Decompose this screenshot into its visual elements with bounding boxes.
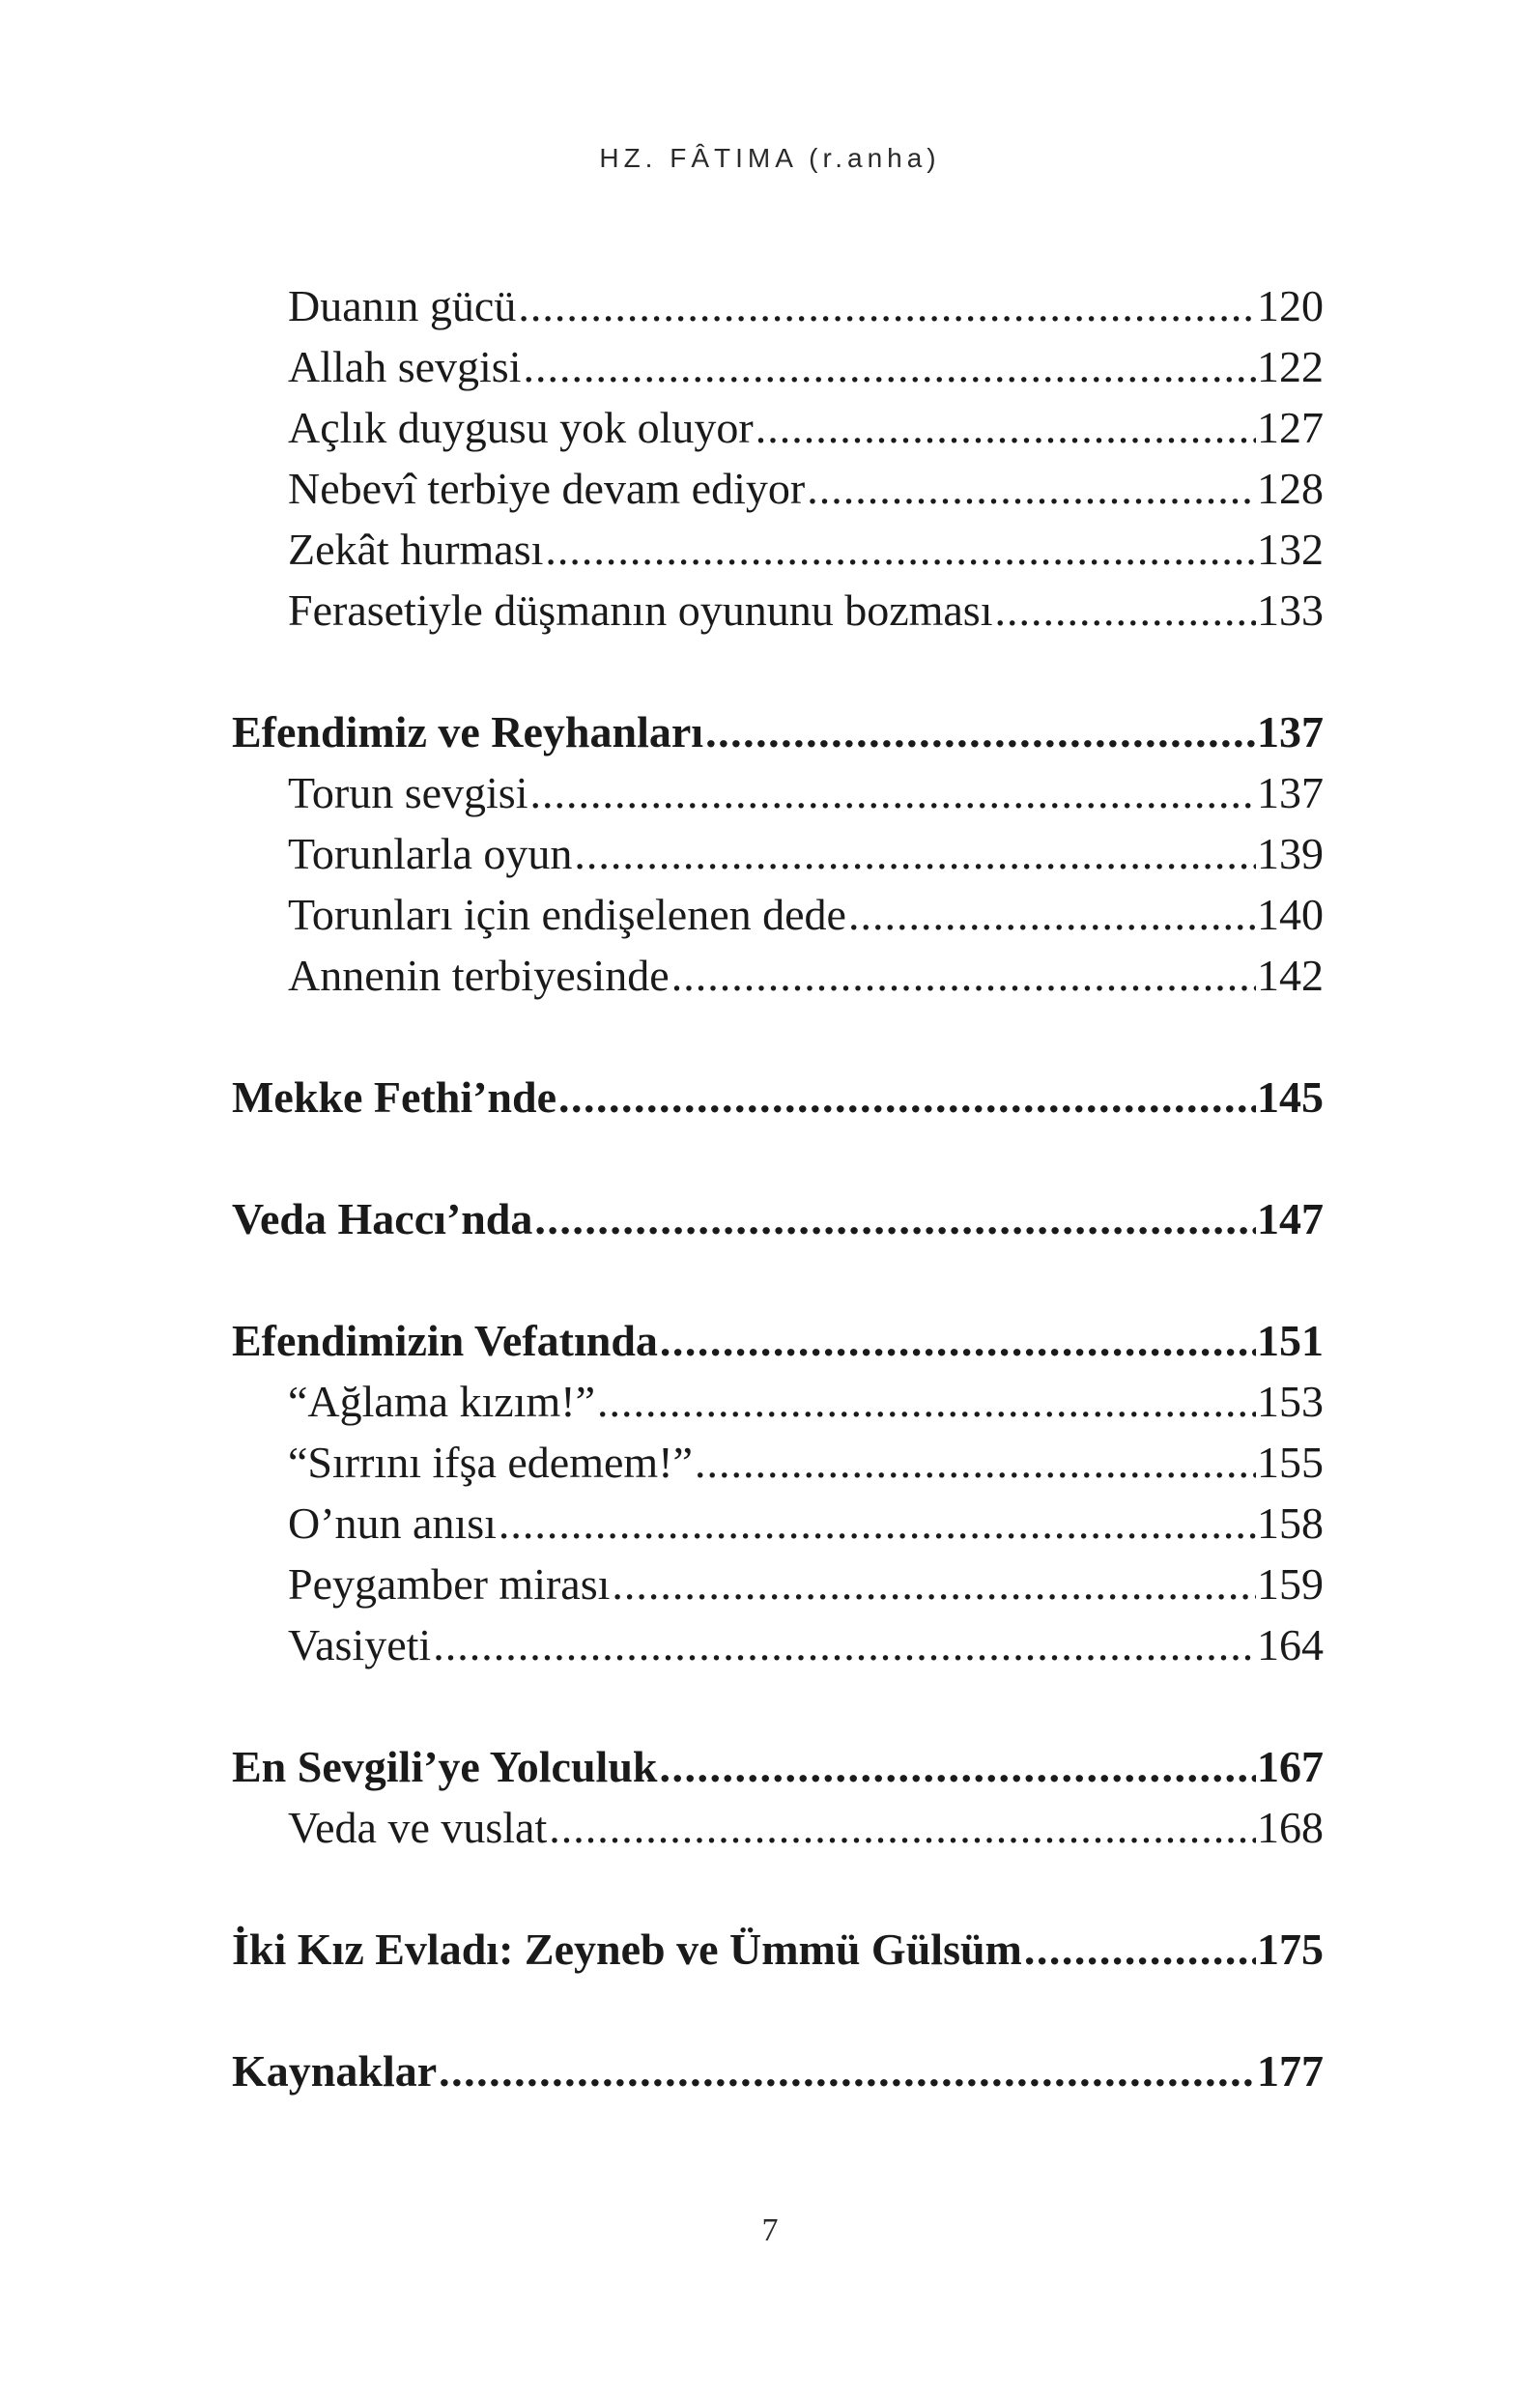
toc-entry xyxy=(232,275,1324,336)
toc-leader-dots xyxy=(528,762,1257,823)
toc-leader-dots xyxy=(431,1614,1256,1675)
toc-entry-page: 153 xyxy=(1257,1377,1324,1426)
toc-chapter-page: 147 xyxy=(1257,1194,1324,1243)
toc-entry xyxy=(232,336,1324,397)
toc-chapter xyxy=(232,1736,1324,1797)
toc-entry-page: 122 xyxy=(1257,342,1324,391)
toc-leader-dots xyxy=(658,1310,1256,1371)
toc-leader-dots xyxy=(556,1067,1256,1127)
toc-chapter xyxy=(232,1188,1324,1249)
running-header: HZ. FÂTIMA (r.anha) xyxy=(599,143,941,173)
toc-chapter-title: Efendimiz ve Reyhanları xyxy=(232,707,704,756)
toc-entry xyxy=(232,1554,1324,1614)
toc-entry-title: Annenin terbiyesinde xyxy=(288,951,670,1000)
toc-leader-dots xyxy=(670,945,1256,1006)
toc-entry xyxy=(232,458,1324,519)
toc-chapter-title: Kaynaklar xyxy=(232,2046,438,2096)
toc-leader-dots xyxy=(521,336,1256,397)
toc-entry xyxy=(232,1432,1324,1493)
toc-entry-title: O’nun anısı xyxy=(288,1498,497,1548)
toc-entry-page: 127 xyxy=(1257,403,1324,452)
toc-entry-page: 168 xyxy=(1257,1803,1324,1852)
toc-chapter xyxy=(232,1919,1324,1980)
toc-entry-title: Torunlarla oyun xyxy=(288,829,573,878)
toc-leader-dots xyxy=(532,1188,1256,1249)
toc-entry-title: Veda ve vuslat xyxy=(288,1803,548,1852)
toc-leader-dots xyxy=(497,1493,1256,1554)
toc-entry-title: “Ağlama kızım!” xyxy=(288,1377,596,1426)
page-number: 7 xyxy=(761,2212,779,2248)
toc-entry xyxy=(232,397,1324,458)
toc-entry-page: 133 xyxy=(1257,585,1324,635)
toc-chapter-page: 137 xyxy=(1257,707,1324,756)
toc-leader-dots xyxy=(572,823,1256,884)
toc-entry-page: 137 xyxy=(1257,768,1324,817)
toc-chapter xyxy=(232,1310,1324,1371)
toc-entry xyxy=(232,762,1324,823)
toc-leader-dots xyxy=(595,1371,1256,1432)
toc-entry xyxy=(232,1797,1324,1858)
toc-chapter-title: Mekke Fethi’nde xyxy=(232,1072,557,1122)
toc-leader-dots xyxy=(754,397,1256,458)
toc-entry-page: 164 xyxy=(1257,1620,1324,1669)
toc-chapter xyxy=(232,1067,1324,1127)
toc-entry-title: Vasiyeti xyxy=(288,1620,432,1669)
toc-chapter-title: En Sevgili’ye Yolculuk xyxy=(232,1742,658,1791)
toc-entry-page: 132 xyxy=(1257,525,1324,574)
toc-entry xyxy=(232,823,1324,884)
toc-entry xyxy=(232,1493,1324,1554)
toc-entry-title: Nebevî terbiye devam ediyor xyxy=(288,464,806,513)
toc-entry-title: Duanın gücü xyxy=(288,281,517,330)
toc-entry-title: “Sırrını ifşa edemem!” xyxy=(288,1438,693,1487)
toc-entry-title: Allah sevgisi xyxy=(288,342,522,391)
toc-entry-title: Zekât hurması xyxy=(288,525,544,574)
toc-chapter-title: Veda Haccı’nda xyxy=(232,1194,533,1243)
toc-chapter-page: 167 xyxy=(1257,1742,1324,1791)
toc-entry-page: 128 xyxy=(1257,464,1324,513)
toc-entry-page: 155 xyxy=(1257,1438,1324,1487)
toc-entry-page: 158 xyxy=(1257,1498,1324,1548)
toc-entry-page: 159 xyxy=(1257,1559,1324,1609)
toc-entry-page: 120 xyxy=(1257,281,1324,330)
toc-leader-dots xyxy=(543,519,1256,580)
toc-entry xyxy=(232,1371,1324,1432)
toc-chapter-title: İki Kız Evladı: Zeyneb ve Ümmü Gülsüm xyxy=(232,1925,1022,1974)
toc-entry xyxy=(232,945,1324,1006)
toc-leader-dots xyxy=(993,580,1257,641)
toc-chapter xyxy=(232,2040,1324,2101)
toc-entry-title: Açlık duygusu yok oluyor xyxy=(288,403,754,452)
table-of-contents xyxy=(232,275,1324,2101)
toc-chapter-page: 177 xyxy=(1257,2046,1324,2096)
toc-entry-title: Ferasetiyle düşmanın oyununu bozması xyxy=(288,585,993,635)
toc-entry-title: Torunları için endişelenen dede xyxy=(288,890,846,939)
toc-chapter-title: Efendimizin Vefatında xyxy=(232,1316,658,1365)
toc-leader-dots xyxy=(805,458,1256,519)
toc-leader-dots xyxy=(693,1432,1256,1493)
toc-leader-dots xyxy=(703,701,1256,762)
toc-entry-title: Torun sevgisi xyxy=(288,768,528,817)
toc-leader-dots xyxy=(516,275,1256,336)
toc-chapter-page: 151 xyxy=(1257,1316,1324,1365)
toc-entry xyxy=(232,884,1324,945)
toc-entry xyxy=(232,1614,1324,1675)
toc-leader-dots xyxy=(846,884,1256,945)
toc-leader-dots xyxy=(547,1797,1256,1858)
toc-entry-page: 140 xyxy=(1257,890,1324,939)
toc-leader-dots xyxy=(1022,1919,1256,1980)
toc-chapter xyxy=(232,701,1324,762)
toc-chapter-page: 175 xyxy=(1257,1925,1324,1974)
toc-entry-page: 142 xyxy=(1257,951,1324,1000)
toc-entry-page: 139 xyxy=(1257,829,1324,878)
toc-entry xyxy=(232,519,1324,580)
toc-leader-dots xyxy=(657,1736,1256,1797)
toc-entry xyxy=(232,580,1324,641)
toc-entry-title: Peygamber mirası xyxy=(288,1559,611,1609)
toc-chapter-page: 145 xyxy=(1257,1072,1324,1122)
toc-leader-dots xyxy=(610,1554,1256,1614)
toc-leader-dots xyxy=(437,2040,1256,2101)
